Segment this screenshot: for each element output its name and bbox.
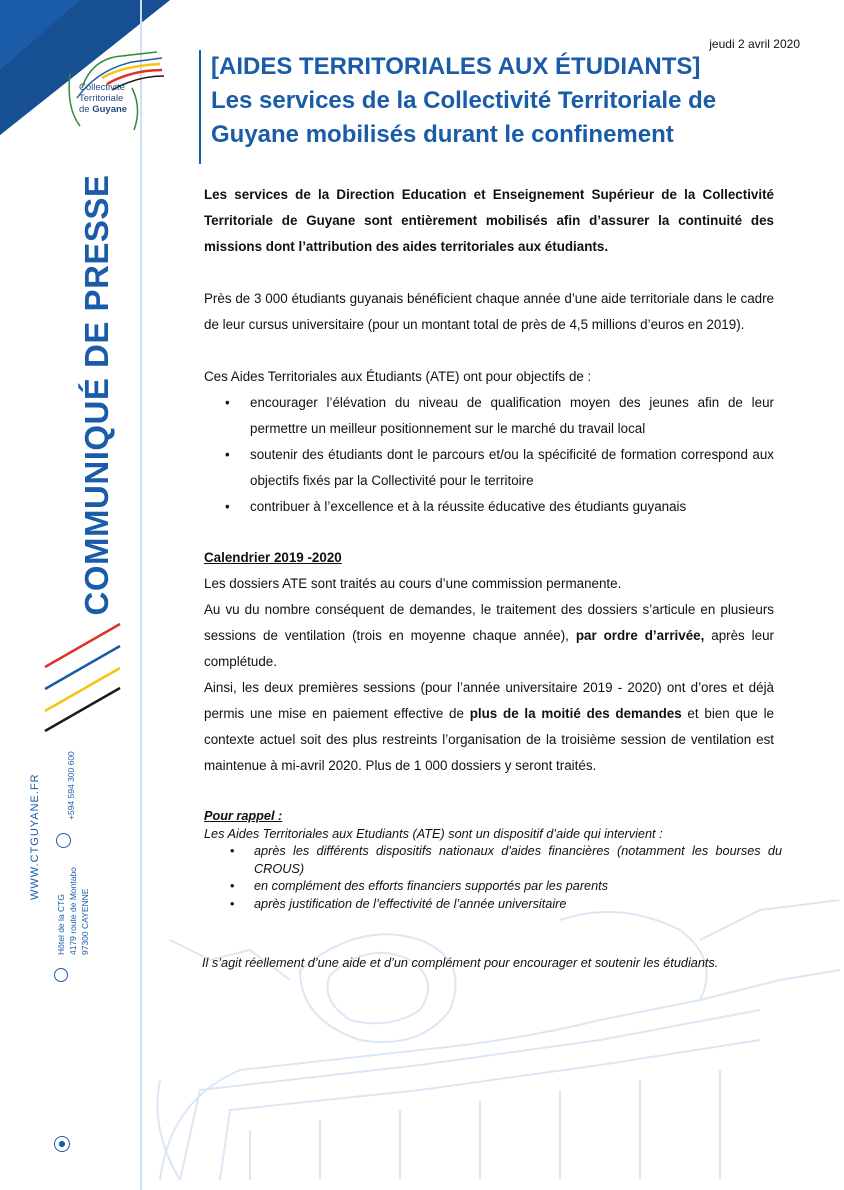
website-link[interactable]: WWW.CTGUYANE.FR xyxy=(29,773,41,900)
title-line-1: [AIDES TERRITORIALES AUX ÉTUDIANTS] xyxy=(211,53,701,80)
calendar-p2-bold: par ordre d’arrivée, xyxy=(575,628,705,643)
address-line-1: Hôtel de la CTG xyxy=(56,894,66,955)
objectives-list xyxy=(204,390,774,520)
objective-item: • encourager l’élévation du niveau de qualification moyen des jeunes afin de leur permettre un meilleur positionnement sur le marché du travail local xyxy=(204,390,774,442)
tricolor-stripes-decoration xyxy=(40,622,130,732)
address-line-3: 97300 CAYENNE xyxy=(80,888,90,955)
calendar-paragraph-3 xyxy=(204,675,774,779)
rappel-item-text: • après justification de l’effectivité de l’année universitaire xyxy=(254,896,567,911)
logo-line-1: Collectivité xyxy=(79,82,125,93)
objective-item: • soutenir des étudiants dont le parcours et/ou la spécificité de formation correspond aux objectifs fixés par la Collectivité pour le territoire xyxy=(204,442,774,494)
logo-line-2: Territoriale xyxy=(79,93,124,104)
logo-line-3-prefix: de xyxy=(79,104,93,115)
rappel-item-text: • après les différents dispositifs nationaux d'aides financières (notamment les bourses du CROUS) xyxy=(254,844,782,876)
calendar-p3-bold: plus de la moitié des demandes xyxy=(469,706,682,721)
building-watermark xyxy=(0,900,844,1190)
calendar-section-title: Calendrier 2019 -2020 xyxy=(204,550,342,565)
phone-number[interactable]: +594 594 300 600 xyxy=(66,751,76,820)
publication-date: jeudi 2 avril 2020 xyxy=(709,37,800,51)
calendar-paragraph-1: Les dossiers ATE sont traités au cours d’une commission permanente. xyxy=(204,576,622,591)
rappel-item xyxy=(204,896,782,914)
calendar-paragraph-2 xyxy=(204,597,774,675)
lead-paragraph: Les services de la Direction Education et Enseignement Supérieur de la Collectivité Territoriale de Guyane sont entièrement mobilisés afin d’assurer la continuité des missions dont l’attribution des aides territoriales aux étudiants. xyxy=(204,187,774,254)
article-body xyxy=(204,182,774,779)
audio-icon xyxy=(54,1136,70,1152)
side-rule xyxy=(140,0,142,1190)
title-line-3: Guyane mobilisés durant le confinement xyxy=(211,121,674,148)
objective-item: • contribuer à l’excellence et à la réussite éducative des étudiants guyanais xyxy=(204,494,774,520)
rappel-item xyxy=(204,878,782,896)
objectives-intro: Ces Aides Territoriales aux Étudiants (ATE) ont pour objectifs de : xyxy=(204,369,592,384)
calendar-p3-text-end: et bien que le contexte actuel soit des plus restreints l’organisation de la troisième session de ventilation est maintenue à mi-avril 2020. Plus de 1 000 dossiers y seront traités. xyxy=(204,706,774,773)
phone-icon xyxy=(56,833,71,848)
rappel-title: Pour rappel : xyxy=(204,809,283,823)
rappel-section xyxy=(204,808,782,913)
calendar-p3-text: Ainsi, les deux premières sessions (pour l’année universitaire 2019 - 2020) ont d’ores et déjà permis une mise en paiement effective de xyxy=(204,680,774,721)
logo-line-3-bold: Guyane xyxy=(92,104,128,115)
rappel-item xyxy=(204,843,782,878)
logo-text xyxy=(79,82,127,115)
logo-line-3 xyxy=(79,104,127,115)
paragraph-students: Près de 3 000 étudiants guyanais bénéficient chaque année d’une aide territoriale dans le cadre de leur cursus universitaire (pour un montant total de près de 4,5 millions d’euros en 2019). xyxy=(204,291,774,332)
closing-statement: Il s’agit réellement d’une aide et d’un complément pour encourager et soutenir les étudiants. xyxy=(202,956,719,970)
calendar-p2-text-end: après leur complétude. xyxy=(204,628,774,669)
title-block xyxy=(199,50,799,164)
title-line-2: Les services de la Collectivité Territoriale de xyxy=(211,87,717,114)
address-line-2: 4179 route de Montabo xyxy=(68,867,78,955)
communique-vertical-title: COMMUNIQUÉ DE PRESSE xyxy=(78,174,115,616)
calendar-p2-text: Au vu du nombre conséquent de demandes, le traitement des dossiers s’articule en plusieurs sessions de ventilation (trois en moyenne chaque année), xyxy=(204,602,774,643)
location-pin-icon xyxy=(54,968,68,982)
rappel-item-text: • en complément des efforts financiers supportés par les parents xyxy=(254,879,609,893)
rappel-intro: Les Aides Territoriales aux Etudiants (ATE) sont un dispositif d’aide qui intervient : xyxy=(204,826,663,841)
rappel-list xyxy=(204,843,782,913)
